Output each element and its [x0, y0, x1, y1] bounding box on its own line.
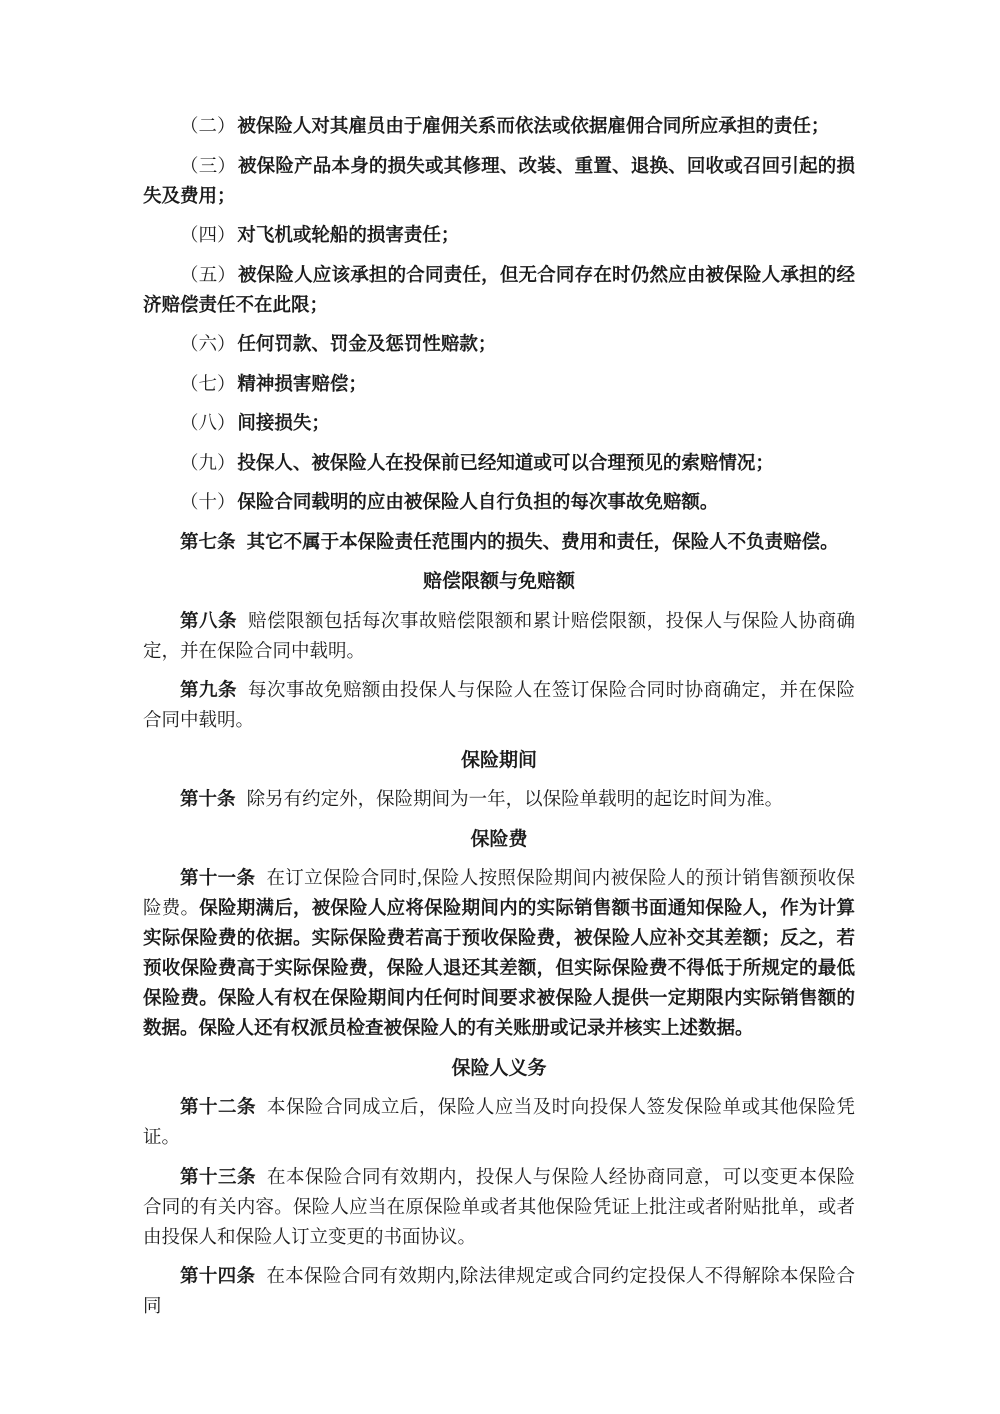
clause-text: 在本保险合同有效期内,除法律规定或合同约定投保人不得解除本保险合同 — [143, 1267, 855, 1317]
item-text: 被保险人对其雇员由于雇佣关系而依法或依据雇佣合同所应承担的责任； — [237, 117, 830, 137]
clause-number: 第七条 — [180, 532, 236, 553]
list-item — [143, 261, 855, 321]
item-number: （五） — [180, 265, 237, 286]
clause-paragraph — [143, 1163, 855, 1253]
clause-text: 赔偿限额包括每次事故赔偿限额和累计赔偿限额，投保人与保险人协商确定，并在保险合同中载明。 — [143, 611, 855, 662]
item-number: （六） — [180, 335, 236, 355]
item-number: （七） — [180, 374, 236, 395]
clause-number: 第十三条 — [180, 1167, 256, 1188]
clause-text-normal: 在订立保险合同时,保险人按照保险期间内被保险人的预计销售额预收保险费。 — [143, 869, 855, 919]
list-item — [143, 112, 855, 142]
item-text: 任何罚款、罚金及惩罚性赔款； — [237, 335, 497, 355]
item-text: 被保险人应该承担的合同责任，但无合同存在时仍然应由被保险人承担的经济赔偿责任不在此限； — [143, 265, 855, 316]
list-item — [143, 330, 855, 360]
clause-paragraph — [143, 607, 855, 667]
list-item — [143, 409, 855, 439]
clause-paragraph — [143, 1093, 855, 1153]
clause-text: 每次事故免赔额由投保人与保险人在签订保险合同时协商确定，并在保险合同中载明。 — [143, 681, 855, 731]
clause-paragraph — [143, 528, 855, 558]
section-heading: 保险人义务 — [451, 1057, 547, 1079]
clause-number: 第十条 — [180, 790, 236, 810]
clause-paragraph — [143, 785, 855, 815]
clause-paragraph — [143, 864, 855, 1044]
clause-text: 其它不属于本保险责任范围内的损失、费用和责任，保险人不负责赔偿。 — [246, 532, 839, 553]
item-text: 精神损害赔偿； — [237, 374, 367, 395]
clause-number: 第十一条 — [180, 869, 256, 889]
list-item — [143, 152, 855, 212]
item-number: （三） — [180, 156, 237, 177]
clause-number: 第八条 — [180, 611, 237, 632]
list-item — [143, 370, 855, 400]
clause-number: 第十二条 — [180, 1098, 256, 1118]
clause-text-bold: 保险期满后，被保险人应将保险期间内的实际销售额书面通知保险人，作为计算实际保险费的依据。实际保险费若高于预收保险费，被保险人应补交其差额；反之，若预收保险费高于实际保险费，保险人退还其差额，但实际保险费不得低于所规定的最低保险费。保险人有权在保险期间内任何时间要求被保险人提供一定期限内实际销售额的数据。保险人还有权派员检查被保险人的有关账册或记录并核实上述数据。 — [143, 899, 855, 1039]
item-number: （四） — [180, 226, 236, 246]
section-heading: 赔偿限额与免赔额 — [422, 571, 575, 592]
item-text: 保险合同载明的应由被保险人自行负担的每次事故免赔额。 — [237, 493, 719, 513]
item-text: 间接损失； — [237, 414, 330, 434]
list-item — [143, 449, 855, 479]
item-number: （十） — [180, 493, 236, 513]
item-text: 被保险产品本身的损失或其修理、改装、重置、退换、回收或召回引起的损失及费用； — [143, 156, 855, 207]
clause-number: 第九条 — [180, 681, 237, 701]
clause-text: 除另有约定外，保险期间为一年，以保险单载明的起讫时间为准。 — [246, 790, 784, 810]
clause-paragraph — [143, 676, 855, 736]
item-text: 投保人、被保险人在投保前已经知道或可以合理预见的索赔情况； — [237, 453, 774, 474]
item-number: （二） — [180, 117, 236, 137]
item-number: （八） — [180, 414, 236, 434]
clause-text: 本保险合同成立后，保险人应当及时向投保人签发保险单或其他保险凭证。 — [143, 1098, 855, 1148]
clause-paragraph — [143, 1262, 855, 1322]
clause-number: 第十四条 — [180, 1267, 256, 1287]
section-heading: 保险期间 — [460, 749, 537, 771]
section-heading: 保险费 — [470, 828, 528, 850]
list-item — [143, 488, 855, 518]
clause-text: 在本保险合同有效期内，投保人与保险人经协商同意，可以变更本保险合同的有关内容。保险人应当在原保险单或者其他保险凭证上批注或者附贴批单，或者由投保人和保险人订立变更的书面协议。 — [143, 1167, 855, 1248]
item-text: 对飞机或轮船的损害责任； — [237, 226, 460, 246]
item-number: （九） — [180, 453, 236, 474]
list-item — [143, 221, 855, 251]
